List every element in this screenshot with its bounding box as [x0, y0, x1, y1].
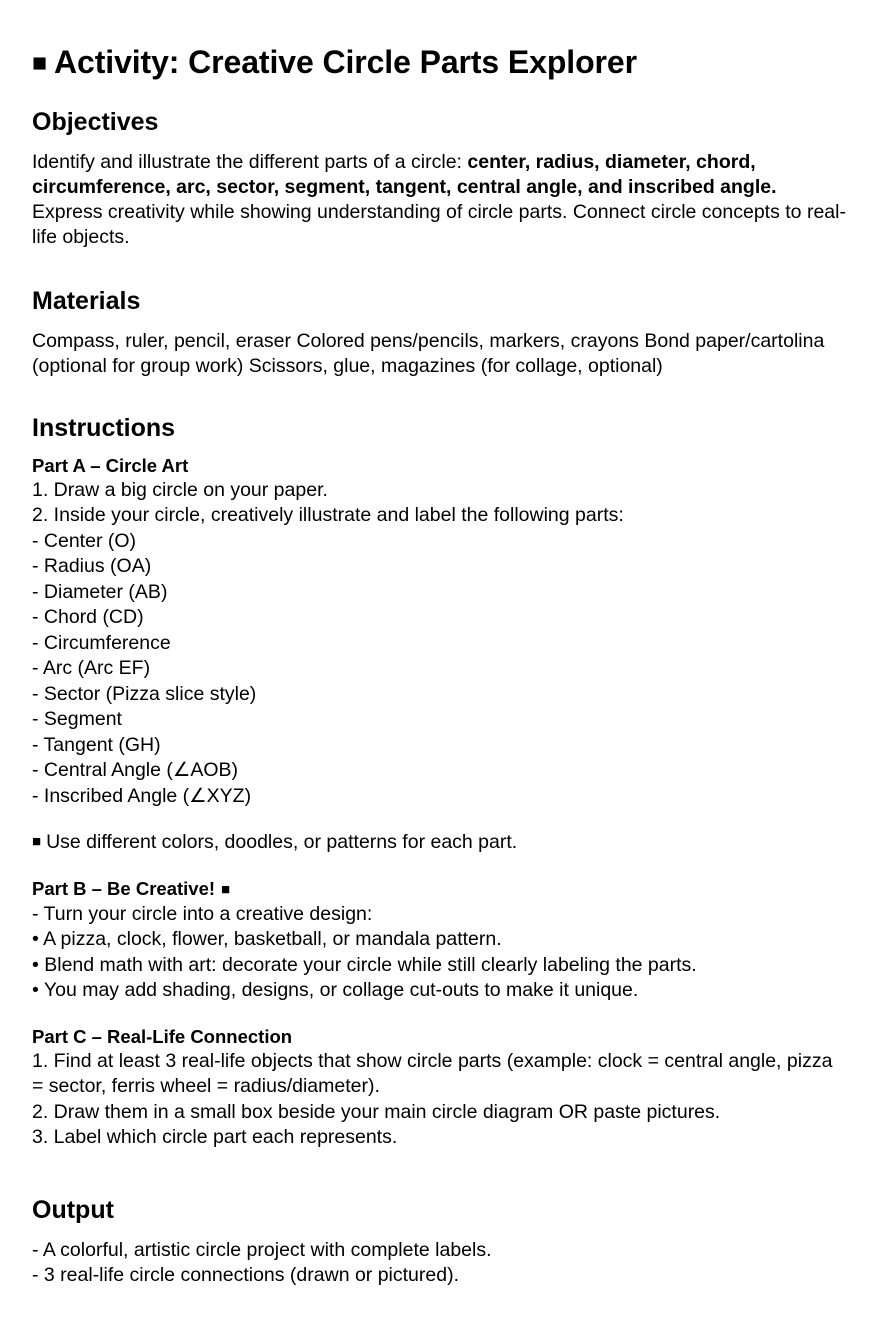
- part-b-block: [32, 876, 850, 1004]
- part-a-heading: Part A – Circle Art: [32, 454, 189, 476]
- part-a-block: [32, 453, 850, 810]
- circle-part-item: - Arc (Arc EF): [32, 657, 151, 680]
- part-c-line: 3. Label which circle part each represents.: [32, 1126, 398, 1149]
- part-a-note-text: Use different colors, doodles, or patterns for each part.: [46, 831, 518, 854]
- part-b-heading: [32, 876, 850, 902]
- page-title-text: Activity: Creative Circle Parts Explorer: [54, 44, 637, 80]
- spacer: [32, 1004, 850, 1024]
- output-heading: Output: [32, 1195, 114, 1224]
- part-a-note: [32, 829, 850, 856]
- page-title: [32, 44, 850, 81]
- spacer: [32, 272, 850, 286]
- part-c-line: 1. Find at least 3 real-life objects that show circle parts (example: clock = central angle, pizza = sector, ferris wheel = radius/diameter).: [32, 1049, 838, 1098]
- circle-part-item: - Central Angle (∠AOB): [32, 759, 239, 782]
- circle-part-item: - Tangent (GH): [32, 733, 161, 756]
- output-line: - 3 real-life circle connections (drawn or pictured).: [32, 1264, 460, 1287]
- part-b-line: • You may add shading, designs, or collage cut-outs to make it unique.: [32, 979, 639, 1002]
- part-a-step: 2. Inside your circle, creatively illustrate and label the following parts:: [32, 504, 624, 527]
- part-b-line: - Turn your circle into a creative design:: [32, 902, 373, 925]
- part-b-heading-text: Part B – Be Creative!: [32, 877, 216, 899]
- part-c-block: [32, 1024, 850, 1151]
- part-c-line: 2. Draw them in a small box beside your main circle diagram OR paste pictures.: [32, 1100, 721, 1123]
- circle-part-item: - Radius (OA): [32, 555, 152, 578]
- objectives-heading: Objectives: [32, 107, 159, 136]
- objectives-section: [32, 107, 850, 250]
- part-a-step: 1. Draw a big circle on your paper.: [32, 478, 328, 501]
- instructions-section: [32, 413, 850, 1151]
- spacer: [32, 1169, 850, 1195]
- circle-part-item: - Segment: [32, 708, 122, 731]
- spacer: [32, 809, 850, 829]
- square-bullet-icon: ■: [221, 880, 231, 898]
- output-line: - A colorful, artistic circle project with complete labels.: [32, 1238, 492, 1261]
- objectives-paragraph: [32, 150, 847, 250]
- circle-part-item: - Circumference: [32, 631, 171, 654]
- spacer: [32, 856, 850, 876]
- objectives-bold-terms: center, radius, diameter, chord, circumference, arc, sector, segment, tangent, central angle, and inscribed angle.: [32, 150, 777, 198]
- objectives-text-tail: Express creativity while showing understanding of circle parts. Connect circle concepts to real-life objects.: [32, 200, 846, 248]
- square-bullet-icon: ■: [32, 833, 42, 851]
- spacer: [32, 399, 850, 413]
- part-b-line: • Blend math with art: decorate your circle while still clearly labeling the parts.: [32, 953, 697, 976]
- materials-section: [32, 286, 850, 379]
- square-bullet-icon: ■: [32, 49, 48, 77]
- objectives-text-lead: Identify and illustrate the different parts of a circle:: [32, 150, 468, 173]
- part-b-line: • A pizza, clock, flower, basketball, or mandala pattern.: [32, 928, 502, 951]
- circle-part-item: - Inscribed Angle (∠XYZ): [32, 784, 252, 807]
- circle-part-item: - Sector (Pizza slice style): [32, 682, 257, 705]
- materials-text: Compass, ruler, pencil, eraser Colored pens/pencils, markers, crayons Bond paper/cartolina (optional for group work) Scissors, glue, magazines (for collage, optional): [32, 329, 825, 377]
- circle-part-item: - Chord (CD): [32, 606, 144, 629]
- circle-part-item: - Diameter (AB): [32, 580, 168, 603]
- materials-heading: Materials: [32, 286, 141, 315]
- output-section: [32, 1195, 850, 1289]
- part-c-heading: Part C – Real-Life Connection: [32, 1025, 293, 1047]
- instructions-heading: Instructions: [32, 413, 176, 442]
- circle-part-item: - Center (O): [32, 529, 137, 552]
